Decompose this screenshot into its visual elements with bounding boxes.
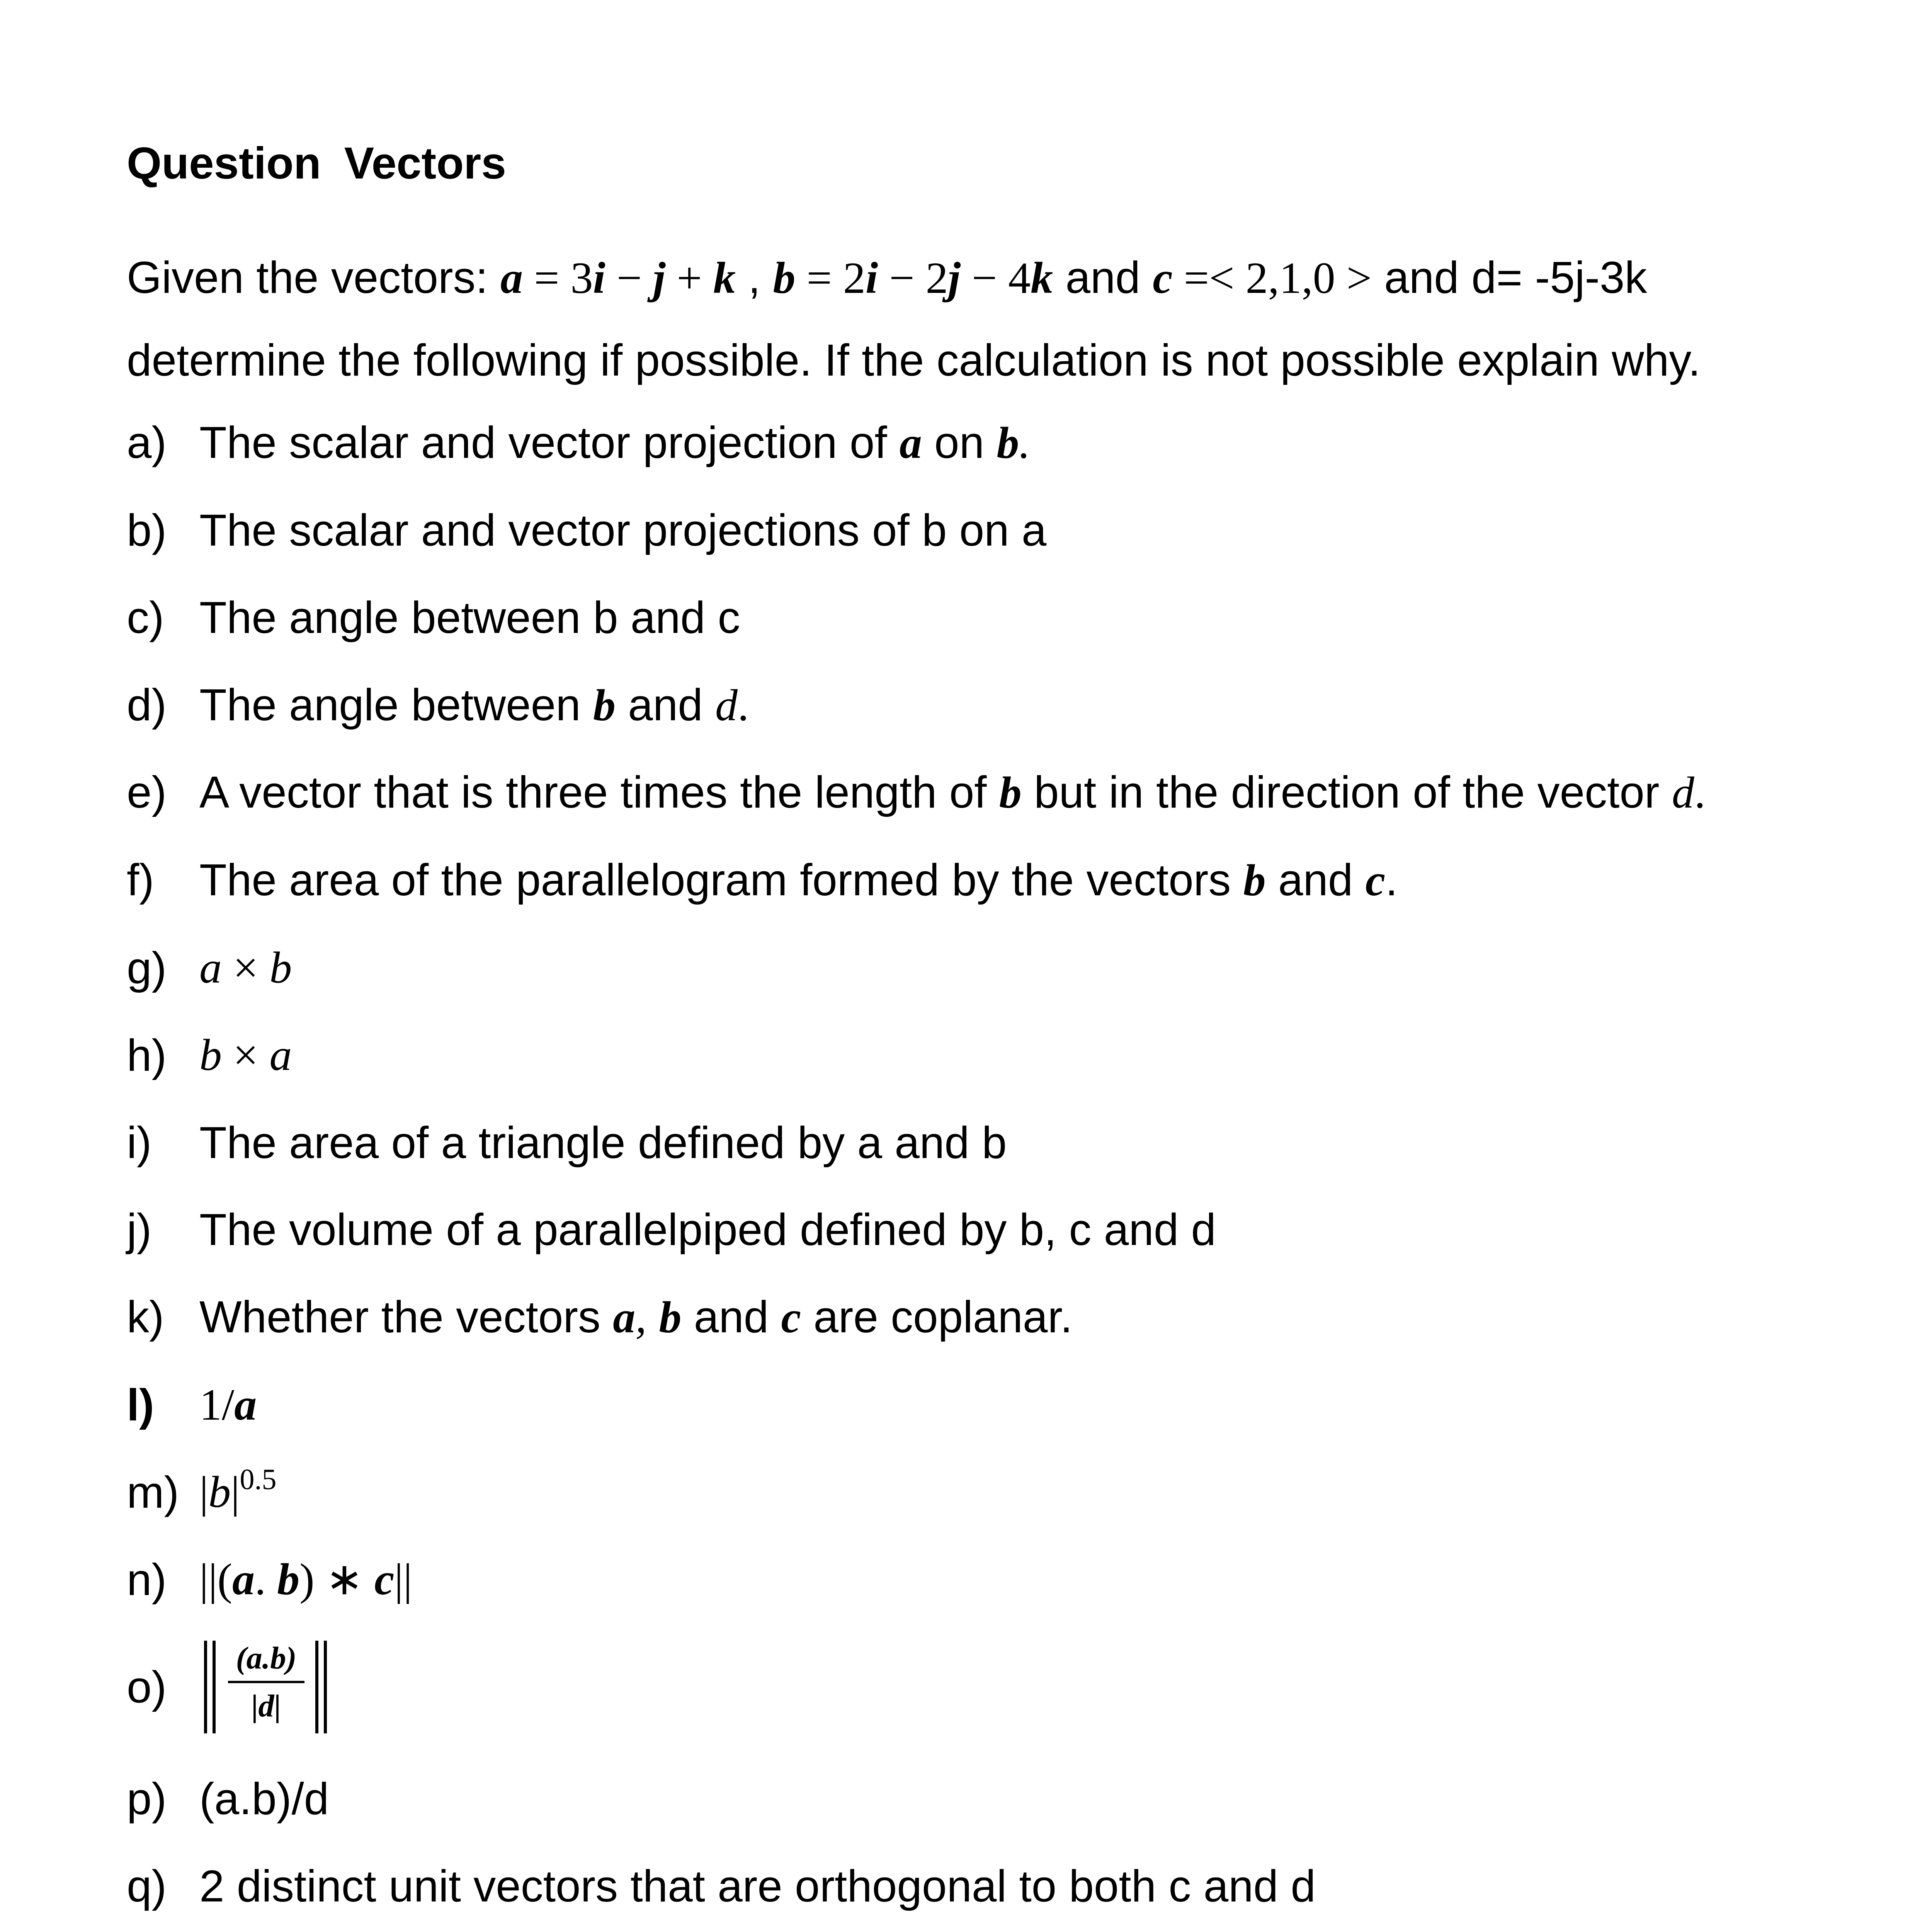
item-label: m) <box>127 1467 179 1517</box>
list-item <box>127 503 1932 557</box>
item-label: n) <box>127 1554 167 1605</box>
item-label: d) <box>127 680 167 730</box>
item-text: Whether the vectors a, b and c are coplanar. <box>199 1292 1073 1342</box>
item-text: The angle between b and d. <box>199 680 749 730</box>
fraction <box>226 1637 307 1727</box>
exponent: 0.5 <box>240 1463 277 1496</box>
list-item <box>127 853 1932 907</box>
list-item <box>127 678 1932 732</box>
list-item <box>127 415 1932 469</box>
item-text: 1/a <box>199 1380 257 1430</box>
item-label: i) <box>127 1117 152 1168</box>
list-item <box>127 590 1932 645</box>
item-text: The scalar and vector projection of a on b. <box>199 417 1031 468</box>
item-label: o) <box>127 1662 167 1712</box>
fraction-numerator: (a.b) <box>236 1640 297 1675</box>
list-item <box>127 1202 1932 1257</box>
item-text: $|b|^{0.5}$ <box>199 1463 277 1517</box>
list-item <box>127 1290 1932 1344</box>
norm-bar-left-inner <box>213 1641 216 1733</box>
item-text: (a.b)/d <box>199 1774 329 1824</box>
item-label: k) <box>127 1292 164 1342</box>
item-label: e) <box>127 767 167 817</box>
intro-separator: , <box>735 252 773 303</box>
item-label: l) <box>127 1380 154 1430</box>
page-title <box>127 136 506 190</box>
item-text: 2 distinct unit vectors that are orthogonal to both c and d <box>199 1861 1316 1911</box>
item-text: ||(a. b) ∗ c|| <box>199 1555 412 1604</box>
list-item <box>127 1465 1932 1519</box>
vector-d-definition: and d= -5j-3k <box>1372 252 1647 303</box>
list-item <box>127 765 1932 819</box>
norm-bar-left-outer <box>204 1641 207 1733</box>
list-item <box>127 1378 1932 1432</box>
intro-line-1 <box>127 250 1647 305</box>
vector-a-definition: a = 3i − j + k <box>500 253 736 303</box>
item-text: a × b <box>199 943 292 993</box>
list-item <box>127 1553 1932 1607</box>
fraction-denominator: |d| <box>251 1688 281 1723</box>
item-text: The area of a triangle defined by a and b <box>199 1117 1007 1168</box>
item-label: j) <box>127 1204 152 1255</box>
item-label: f) <box>127 855 154 905</box>
list-item <box>127 941 1932 995</box>
item-text: The volume of a parallelpiped defined by b, c and d <box>199 1204 1216 1255</box>
item-label: c) <box>127 592 164 643</box>
fraction-line <box>228 1681 304 1683</box>
item-label: p) <box>127 1774 167 1824</box>
intro-line-2: determine the following if possible. If the calculation is not possible explain why. <box>127 335 1701 385</box>
item-label: g) <box>127 943 167 993</box>
list-item <box>127 1859 1932 1913</box>
list-item <box>127 1640 1932 1723</box>
item-label: b) <box>127 505 167 555</box>
norm-bar-right-outer <box>324 1641 327 1733</box>
item-text: The area of the parallelogram formed by the vectors b and c. <box>199 855 1398 905</box>
list-item <box>127 1116 1932 1170</box>
norm-fraction <box>199 1633 354 1741</box>
list-item <box>127 1772 1932 1826</box>
title-word-question: Question <box>127 138 321 188</box>
item-label: q) <box>127 1861 167 1911</box>
item-label: a) <box>127 417 167 468</box>
title-word-vectors: Vectors <box>344 138 506 188</box>
norm-bar-right-inner <box>315 1641 318 1733</box>
item-text: A vector that is three times the length of b but in the direction of the vector d. <box>199 767 1706 818</box>
intro-prefix: Given the vectors: <box>127 252 501 303</box>
list-item <box>127 1028 1932 1082</box>
item-label: h) <box>127 1030 167 1080</box>
vector-c-definition: c =< 2,1,0 > <box>1153 253 1372 303</box>
vector-b-definition: b = 2i − 2j − 4k <box>773 253 1053 303</box>
item-text: The angle between b and c <box>199 592 740 643</box>
item-text: b × a <box>199 1031 292 1080</box>
item-text: The scalar and vector projections of b on a <box>199 505 1047 555</box>
intro-and-1: and <box>1053 252 1153 303</box>
